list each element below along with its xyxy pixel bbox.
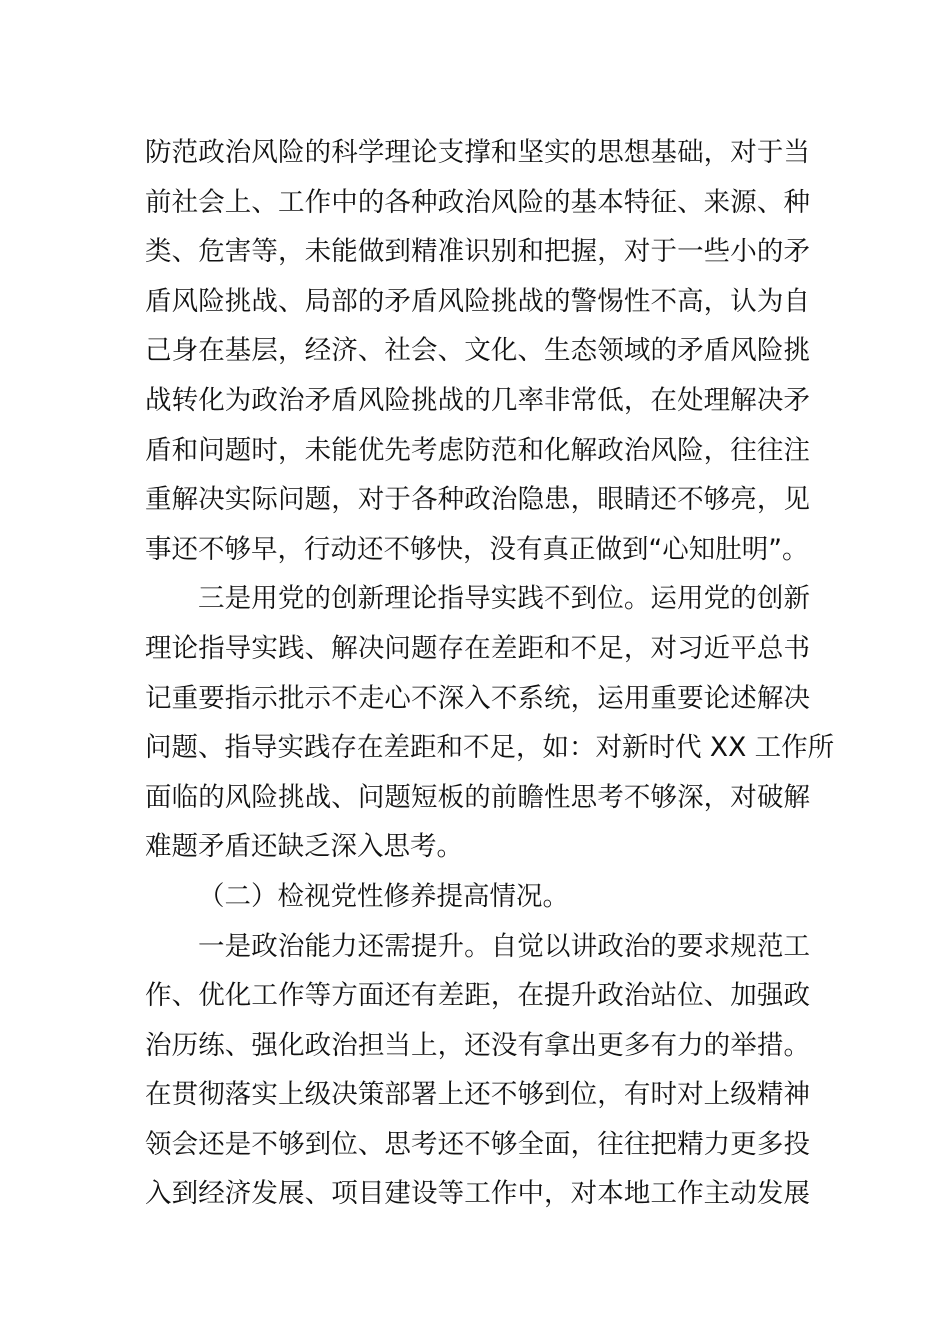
text-line: 三是用党的创新理论指导实践不到位。运用党的创新	[198, 583, 810, 615]
section-heading-text: （二）检视党性修养提高情况。	[198, 880, 569, 912]
paragraph-political-ability	[145, 922, 810, 1220]
text-line: 理论指导实践、解决问题存在差距和不足，对习近平总书	[145, 632, 810, 664]
text-line: 面临的风险挑战、问题短板的前瞻性思考不够深，对破解	[145, 781, 810, 813]
text-line: 一是政治能力还需提升。自觉以讲政治的要求规范工	[198, 930, 810, 962]
text-line: 问题、指导实践存在差距和不足，如：对新时代 XX 工作所	[145, 732, 835, 764]
document-body	[145, 128, 835, 1219]
paragraph-political-risk	[145, 128, 810, 574]
text-line: 盾和问题时，未能优先考虑防范和化解政治风险，往往注	[145, 434, 810, 466]
text-line: 战转化为政治矛盾风险挑战的几率非常低，在处理解决矛	[145, 384, 810, 416]
text-line: 前社会上、工作中的各种政治风险的基本特征、来源、种	[145, 186, 810, 218]
text-line: 在贯彻落实上级决策部署上还不够到位，有时对上级精神	[145, 1079, 810, 1111]
text-line: 防范政治风险的科学理论支撑和坚实的思想基础，对于当	[145, 137, 810, 168]
text-line: 盾风险挑战、局部的矛盾风险挑战的警惕性不高，认为自	[145, 285, 810, 317]
text-line: 己身在基层，经济、社会、文化、生态领域的矛盾风险挑	[145, 335, 810, 367]
text-line: 重解决实际问题，对于各种政治隐患，眼睛还不够亮，见	[145, 484, 810, 516]
text-line: 作、优化工作等方面还有差距，在提升政治站位、加强政	[145, 980, 810, 1012]
text-line: 类、危害等，未能做到精准识别和把握，对于一些小的矛	[145, 236, 810, 268]
paragraph-innovation-theory	[145, 574, 835, 872]
text-line: 事还不够早，行动还不够快，没有真正做到“心知肚明”。	[145, 533, 809, 565]
text-line: 入到经济发展、项目建设等工作中，对本地工作主动发展	[145, 1178, 810, 1210]
text-line: 记重要指示批示不走心不深入不系统，运用重要论述解决	[145, 682, 810, 714]
section-heading	[145, 872, 810, 922]
text-line: 领会还是不够到位、思考还不够全面，往往把精力更多投	[145, 1128, 810, 1160]
text-line: 难题矛盾还缺乏深入思考。	[145, 831, 463, 863]
text-line: 治历练、强化政治担当上，还没有拿出更多有力的举措。	[145, 1029, 810, 1061]
